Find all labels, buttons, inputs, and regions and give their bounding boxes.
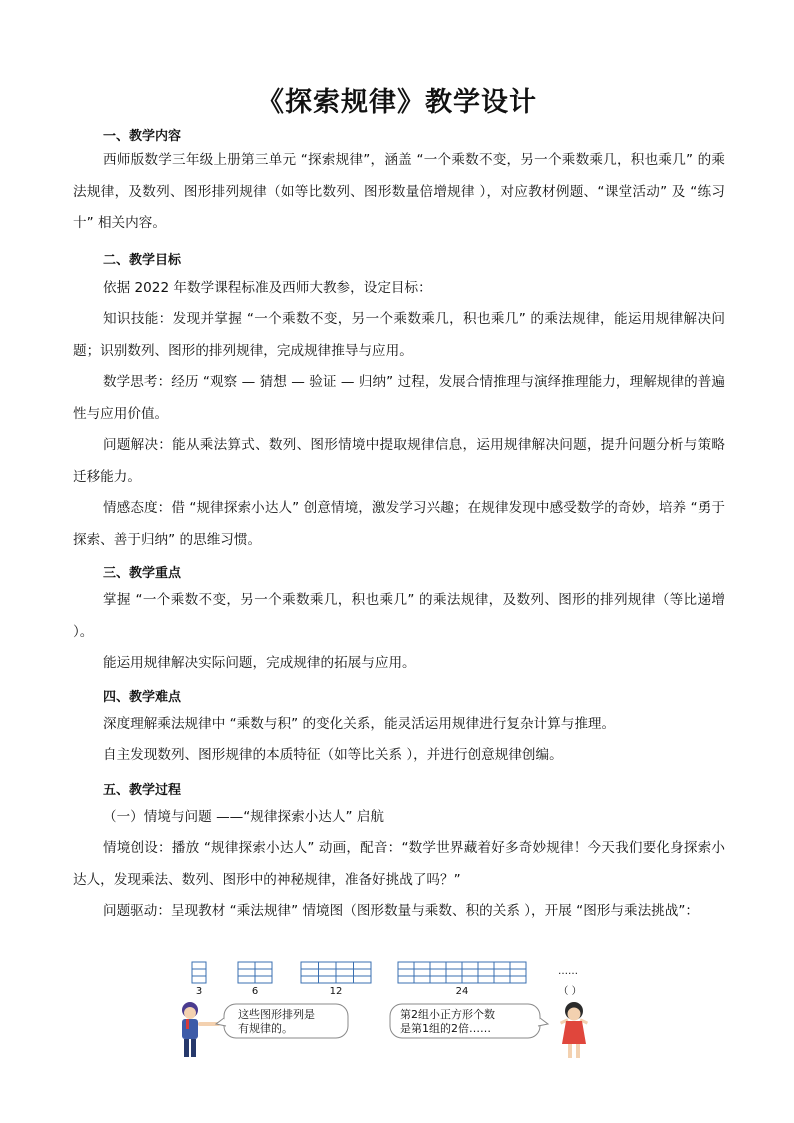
section-heading-4: 四、教学难点 — [103, 690, 182, 705]
bubble-left-line-2: 有规律的。 — [238, 1022, 293, 1035]
boy-illustration — [182, 1002, 220, 1057]
square-group-3 — [301, 962, 371, 983]
square-group-2 — [238, 962, 272, 983]
count-label-2: 6 — [251, 986, 259, 997]
section-heading-3: 三、教学重点 — [103, 566, 182, 581]
speech-bubble-right — [390, 1004, 548, 1038]
paragraph: 情境创设：播放 “规律探索小达人” 动画，配音：“数学世界藏着好多奇妙规律！今天我们要化身探索小达人，发现乘法、数列、图形中的神秘规律，准备好挑战了吗？” — [73, 840, 725, 888]
paragraph: 掌握 “一个乘数不变，另一个乘数乘几，积也乘几” 的乘法规律，及数列、图形的排列规律（等比递增 ）。 — [73, 592, 725, 640]
bubble-right-line-2: 是第1组的2倍…… — [400, 1022, 491, 1035]
paragraph: 自主发现数列、图形规律的本质特征（如等比关系 ），并进行创意规律创编。 — [103, 747, 563, 763]
document-title: 《探索规律》教学设计 — [257, 87, 537, 118]
paragraph: 西师版数学三年级上册第三单元 “探索规律”，涵盖 “一个乘数不变，另一个乘数乘几，积也乘几” 的乘法规律，及数列、图形排列规律（如等比数列、图形数量倍增规律 ），对应教材例题、“课堂活动” 及 “练习十” 相关内容。 — [73, 152, 725, 231]
paragraph: 知识技能：发现并掌握 “一个乘数不变，另一个乘数乘几，积也乘几” 的乘法规律，能运用规律解决问题；识别数列、图形的排列规律，完成规律推导与应用。 — [73, 311, 725, 359]
count-label-blank: （ ） — [558, 986, 582, 997]
square-group-4 — [398, 962, 526, 983]
speech-bubble-left — [216, 1004, 348, 1038]
paragraph: 问题驱动：呈现教材 “乘法规律” 情境图（图形数量与乘数、积的关系 ），开展 “图形与乘法挑战”： — [103, 903, 699, 919]
section-heading-2: 二、教学目标 — [103, 253, 182, 268]
count-label-4: 24 — [455, 986, 469, 997]
girl-illustration — [560, 1002, 588, 1058]
paragraph: 情感态度：借 “规律探索小达人” 创意情境，激发学习兴趣；在规律发现中感受数学的奇妙，培养 “勇于探索、善于归纳” 的思维习惯。 — [73, 500, 725, 548]
paragraph: 深度理解乘法规律中 “乘数与积” 的变化关系，能灵活运用规律进行复杂计算与推理。 — [103, 716, 616, 732]
paragraph: 数学思考：经历 “观察 — 猜想 — 验证 — 归纳” 过程，发展合情推理与演绎推理能力，理解规律的普遍性与应用价值。 — [73, 374, 725, 422]
subsection-heading: （一）情境与问题 ——“规律探索小达人” 启航 — [103, 809, 385, 825]
paragraph: 问题解决：能从乘法算式、数列、图形情境中提取规律信息，运用规律解决问题，提升问题分析与策略迁移能力。 — [73, 437, 725, 485]
count-label-3: 12 — [329, 986, 343, 997]
paragraph: 能运用规律解决实际问题，完成规律的拓展与应用。 — [103, 655, 416, 671]
section-heading-5: 五、教学过程 — [103, 783, 182, 798]
ellipsis: …… — [558, 966, 578, 977]
pattern-figure — [176, 956, 606, 1066]
bubble-right-line-1: 第2组小正方形个数 — [400, 1008, 495, 1021]
section-heading-1: 一、教学内容 — [103, 129, 182, 144]
paragraph: 依据 2022 年数学课程标准及西师大教参，设定目标： — [103, 280, 432, 296]
bubble-left-line-1: 这些图形排列是 — [238, 1008, 315, 1021]
count-label-1: 3 — [195, 986, 203, 997]
square-group-1 — [192, 962, 206, 983]
